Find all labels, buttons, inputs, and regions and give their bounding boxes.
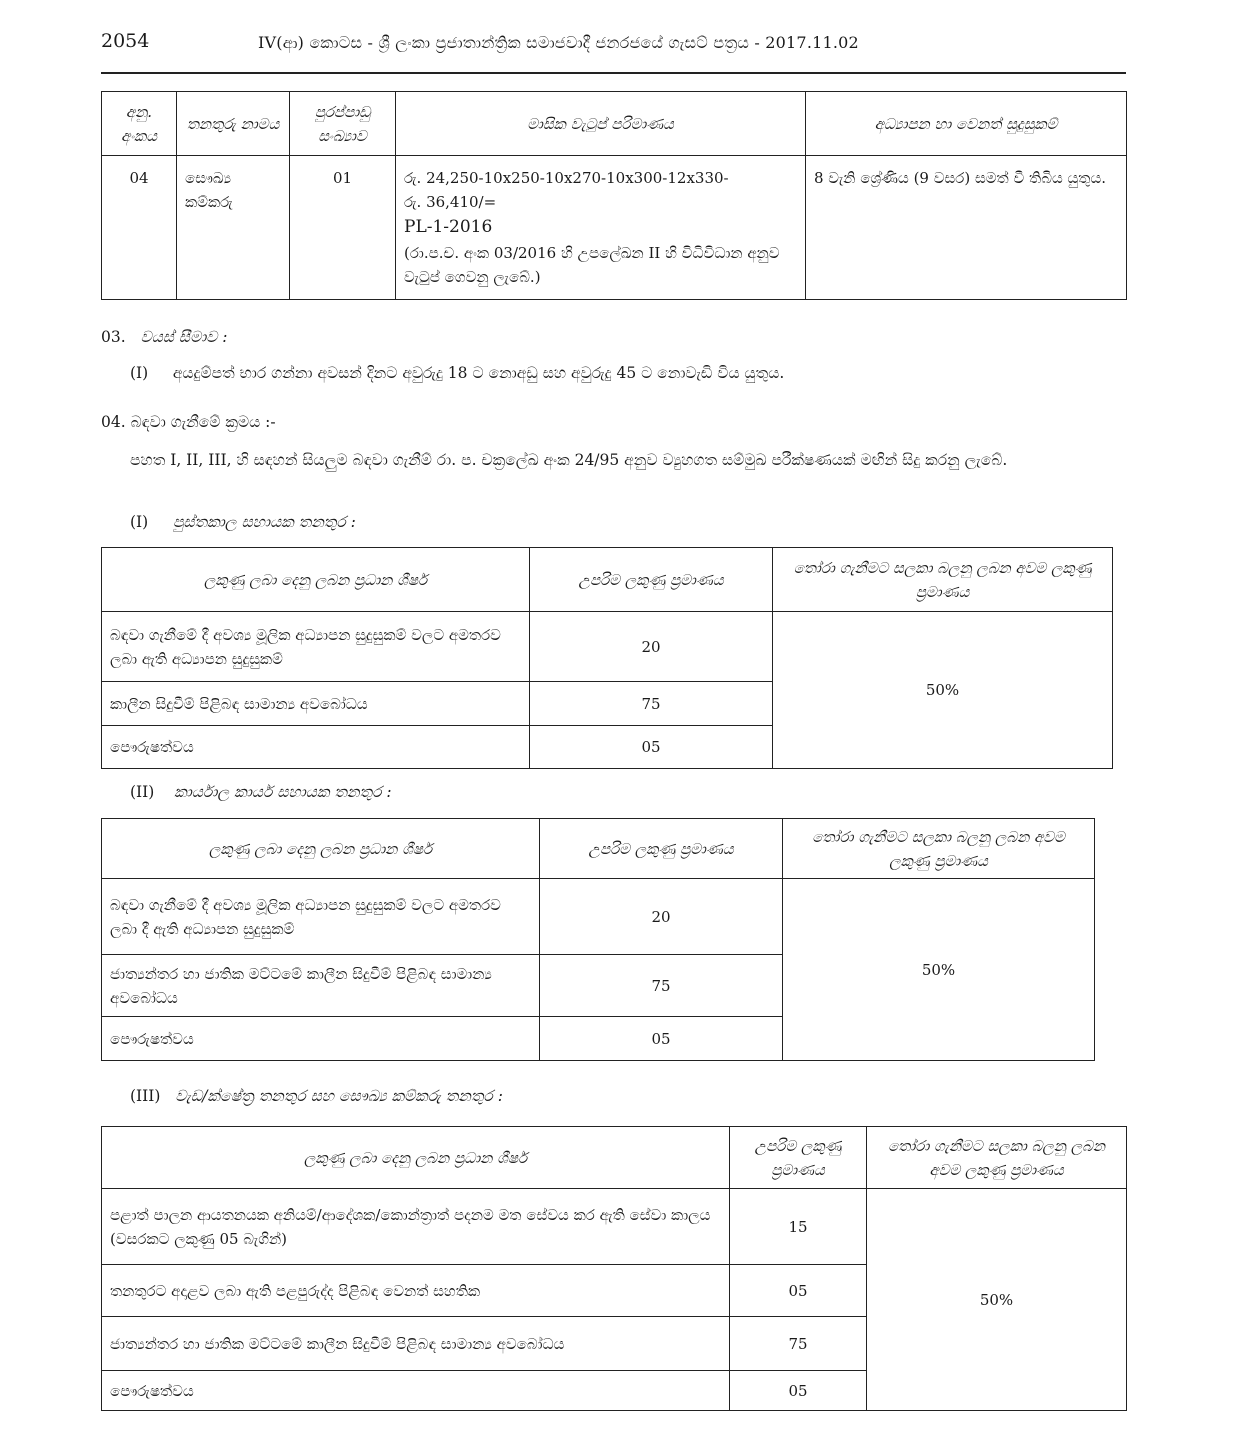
table3-header-criteria: ලකුණු ලබා දෙනු ලබන ප්‍රධාන ශීර්ෂ [102, 1127, 730, 1189]
table-row [102, 1189, 1127, 1265]
section-03-item [130, 364, 784, 383]
table3-caption [130, 1087, 503, 1106]
table3-criteria-3: ජාත්‍යන්තර හා ජාතික මට්ටමේ කාලීන සිදුවීම් පිළිබඳ සාමාන්‍ය අවබෝධය [102, 1317, 730, 1371]
header-salary: මාසික වැටුප් පරිමාණය [396, 92, 806, 156]
vacancies-cell: 01 [290, 156, 396, 300]
table2-criteria-1: බඳවා ගැනීමේ දී අවශ්‍ය මූලික අධ්‍යාපන සුදුසුකම් වලට අමතරව ලබා දී ඇති අධ්‍යාපන සුදුසුකම් [102, 879, 540, 955]
salary-cell [396, 156, 806, 300]
table1-header-min: තෝරා ගැනීමට සලකා බලනු ලබන අවම ලකුණු ප්‍රමාණය [773, 548, 1113, 612]
table2-title: කාර්යාල කාර්ය සහායක තනතුර : [174, 783, 392, 801]
table3-criteria-4: පෞරුෂත්වය [102, 1371, 730, 1411]
table3-header-min: තෝරා ගැනීමට සලකා බලනු ලබන අවම ලකුණු ප්‍රමාණය [867, 1127, 1127, 1189]
header-post-name: තනතුරු නාමය [177, 92, 290, 156]
salary-note: (රා.ප.ච. අංක 03/2016 හි උපලේඛන II හි විධිවිධාන අනුව වැටුප් ගෙවනු ලැබේ.) [404, 244, 780, 287]
marks-table-work-field-health-labourer [101, 1126, 1127, 1411]
section-03-title: වයස් සීමාව : [140, 328, 228, 346]
header-divider [101, 72, 1126, 74]
table3-label: (III) [130, 1087, 161, 1105]
table1-header-row [102, 548, 1113, 612]
table3-max-3: 75 [730, 1317, 867, 1371]
table2-caption [130, 783, 392, 802]
table2-label: (II) [130, 783, 155, 801]
section-04-heading: 04. බඳවා ගැනීමේ ක්‍රමය :- [101, 413, 276, 431]
table2-max-3: 05 [540, 1017, 783, 1061]
table3-criteria-2: තනතුරට අදාළව ලබා ඇති පළපුරුද්ද පිළිබඳ වෙනත් සහතික [102, 1265, 730, 1317]
table1-criteria-2: කාලීන සිදුවීම් පිළිබඳ සාමාන්‍ය අවබෝධය [102, 682, 530, 726]
salary-code: PL-1-2016 [404, 217, 493, 237]
table1-max-3: 05 [530, 726, 773, 769]
qualifications-cell: 8 වැනි ශ්‍රේණිය (9 වසර) සමත් වී තිබිය යුතුය. [806, 156, 1127, 300]
salary-scale-line2: රු. 36,410/= [404, 193, 497, 211]
section-03-item-label: (I) [130, 364, 149, 382]
table1-header-criteria: ලකුණු ලබා දෙනු ලබන ප්‍රධාන ශීර්ෂ [102, 548, 530, 612]
table3-max-1: 15 [730, 1189, 867, 1265]
table1-criteria-3: පෞරුෂත්වය [102, 726, 530, 769]
table2-header-criteria: ලකුණු ලබා දෙනු ලබන ප්‍රධාන ශීර්ෂ [102, 819, 540, 879]
gazette-header-title: IV(ආ) කොටස - ශ්‍රී ලංකා ප්‍රජාතාන්ත්‍රික සමාජවාදී ජනරජයේ ගැසට් පත්‍රය - 2017.11.02 [258, 33, 859, 52]
post-name-cell: සෞඛ්‍ය කම්කරු [177, 156, 290, 300]
table1-criteria-1: බඳවා ගැනීමේ දී අවශ්‍ය මූලික අධ්‍යාපන සුදුසුකම් වලට අමතරව ලබා ඇති අධ්‍යාපන සුදුසුකම් [102, 612, 530, 682]
table1-label: (I) [130, 513, 149, 531]
table1-title: පුස්තකාල සහායක තනතුර : [172, 513, 356, 531]
section-03-item-text: අයදුම්පත් භාර ගන්නා අවසන් දිනට අවුරුදු 18 ට නොඅඩු සහ අවුරුදු 45 ට නොවැඩි විය යුතුය. [172, 364, 785, 382]
vacancy-row [102, 156, 1127, 300]
table1-max-1: 20 [530, 612, 773, 682]
table3-criteria-1: පළාත් පාලන ආයතනයක අනියම්/ආදේශක/කොන්ත්‍රාත් පදනම මත සේවය කර ඇති සේවා කාලය (වසරකට ලකුණු 05 බැගින්) [102, 1189, 730, 1265]
marks-table-library-assistant [101, 547, 1113, 769]
header-qualifications: අධ්‍යාපන හා වෙනත් සුදුසුකම් [806, 92, 1127, 156]
table1-max-2: 75 [530, 682, 773, 726]
section-04-intro: පහත I, II, III, හි සඳහන් සියලුම බඳවා ගැනීම් රා. ප. චක්‍රලේඛ අංක 24/95 අනුව ව්‍යුහගත සම්මුඛ පරීක්ෂණයක් මඟින් සිදු කරනු ලැබේ. [130, 451, 1008, 469]
table1-header-max: උපරිම ලකුණු ප්‍රමාණය [530, 548, 773, 612]
table2-criteria-2: ජාත්‍යන්තර හා ජාතික මට්ටමේ කාලීන සිදුවීම් පිළිබඳ සාමාන්‍ය අවබෝධය [102, 955, 540, 1017]
table2-min-marks: 50% [783, 879, 1095, 1061]
table-row [102, 879, 1095, 955]
table1-caption [130, 513, 356, 532]
table3-max-2: 05 [730, 1265, 867, 1317]
table-row [102, 612, 1113, 682]
table3-header-row [102, 1127, 1127, 1189]
table2-criteria-3: පෞරුෂත්වය [102, 1017, 540, 1061]
serial-cell: 04 [102, 156, 177, 300]
vacancy-table [101, 91, 1127, 300]
section-03-number: 03. [101, 328, 126, 346]
table2-header-max: උපරිම ලකුණු ප්‍රමාණය [540, 819, 783, 879]
page-number: 2054 [101, 30, 150, 52]
salary-scale-line1: රු. 24,250-10x250-10x270-10x300-12x330- [404, 169, 729, 187]
table2-header-row [102, 819, 1095, 879]
section-03-heading [101, 328, 227, 347]
header-vacancies: පුරප්පාඩු සංඛ්‍යාව [290, 92, 396, 156]
header-serial: අනු. අංකය [102, 92, 177, 156]
table2-header-min: තෝරා ගැනීමට සලකා බලනු ලබන අවම ලකුණු ප්‍රමාණය [783, 819, 1095, 879]
table3-title: වැඩ/ක්ෂේත්‍ර තනතුර සහ සෞඛ්‍ය කම්කරු තනතුර : [175, 1087, 503, 1105]
table3-min-marks: 50% [867, 1189, 1127, 1411]
table2-max-2: 75 [540, 955, 783, 1017]
table3-header-max: උපරිම ලකුණු ප්‍රමාණය [730, 1127, 867, 1189]
marks-table-office-assistant [101, 818, 1095, 1061]
table1-min-marks: 50% [773, 612, 1113, 769]
vacancy-header-row [102, 92, 1127, 156]
table3-max-4: 05 [730, 1371, 867, 1411]
table2-max-1: 20 [540, 879, 783, 955]
